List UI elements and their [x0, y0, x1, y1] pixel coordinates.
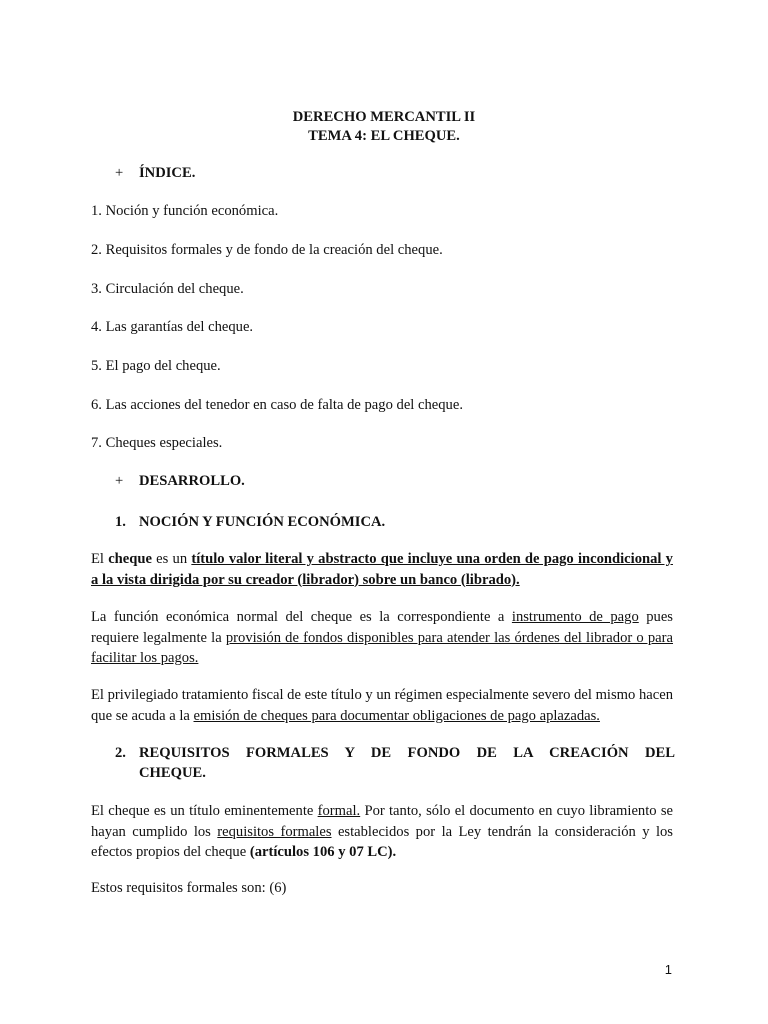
section-2-heading-continuation — [115, 763, 675, 783]
section-1-heading — [115, 512, 675, 532]
text-run: La función económica normal del cheque es la correspondiente a — [91, 609, 512, 625]
section-title-line-2: CHEQUE. — [139, 765, 206, 781]
section-title: NOCIÓN Y FUNCIÓN ECONÓMICA. — [139, 514, 386, 530]
section-1-paragraph-2 — [91, 607, 673, 669]
section-1-paragraph-3 — [91, 685, 673, 726]
bold-reference: (artículos 106 y 07 LC). — [249, 844, 397, 860]
section-number: 2. — [115, 745, 126, 761]
bullet-symbol: + — [115, 165, 124, 181]
section-number: 1. — [115, 514, 126, 530]
section-title-line-1: REQUISITOS FORMALES Y DE FONDO DE LA CREACIÓN DEL — [139, 745, 675, 761]
underlined-text: requisitos formales — [217, 823, 332, 840]
indice-item-2: 2. Requisitos formales y de fondo de la creación del cheque. — [91, 242, 443, 258]
indice-item-1: 1. Noción y función económica. — [91, 203, 279, 219]
section-1-paragraph-1 — [91, 549, 673, 590]
desarrollo-heading-text: DESARROLLO. — [139, 473, 245, 489]
text-run: pues requiere legalmente la — [91, 609, 673, 646]
underlined-definition: título valor literal y abstracto que incluye una orden de pago incondicional y a la vista dirigida por su creador (librador) sobre un banco (librado). — [91, 551, 673, 588]
indice-heading — [115, 165, 195, 182]
indice-heading-text: ÍNDICE. — [139, 165, 196, 181]
text-run: establecidos por la Ley tendrán la consideración y los efectos propios del cheque — [91, 823, 673, 860]
section-2-paragraph-1 — [91, 801, 673, 863]
text-run: es un — [151, 551, 192, 567]
indice-item-6: 6. Las acciones del tenedor en caso de falta de pago del cheque. — [91, 397, 463, 413]
underlined-text: formal. — [317, 803, 361, 819]
underlined-text: instrumento de pago — [511, 609, 639, 625]
underlined-text: provisión de fondos disponibles para atender las órdenes del librador o para facilitar los pagos. — [91, 629, 673, 666]
indice-item-3: 3. Circulación del cheque. — [91, 281, 244, 297]
bullet-symbol: + — [115, 473, 124, 489]
text-run: El — [91, 551, 109, 567]
indice-item-5: 5. El pago del cheque. — [91, 358, 221, 374]
bold-term: cheque — [108, 551, 152, 567]
desarrollo-heading — [115, 473, 245, 490]
text-run: Por tanto, sólo el documento en cuyo libramiento se hayan cumplido los — [91, 803, 674, 840]
text-run: El privilegiado tratamiento fiscal de este título y un régimen especialmente severo del mismo hacen que se acuda a la — [91, 687, 673, 724]
page-number: 1 — [664, 962, 672, 977]
section-2-heading — [115, 743, 675, 763]
indice-item-4: 4. Las garantías del cheque. — [91, 319, 254, 335]
document-title: DERECHO MERCANTIL II — [292, 109, 476, 125]
document-subtitle: TEMA 4: EL CHEQUE. — [308, 128, 460, 144]
underlined-text: emisión de cheques para documentar obligaciones de pago aplazadas. — [193, 707, 600, 724]
section-2-paragraph-2: Estos requisitos formales son: (6) — [91, 880, 287, 896]
indice-item-7: 7. Cheques especiales. — [91, 435, 223, 451]
text-run: El cheque es un título eminentemente — [91, 803, 318, 819]
